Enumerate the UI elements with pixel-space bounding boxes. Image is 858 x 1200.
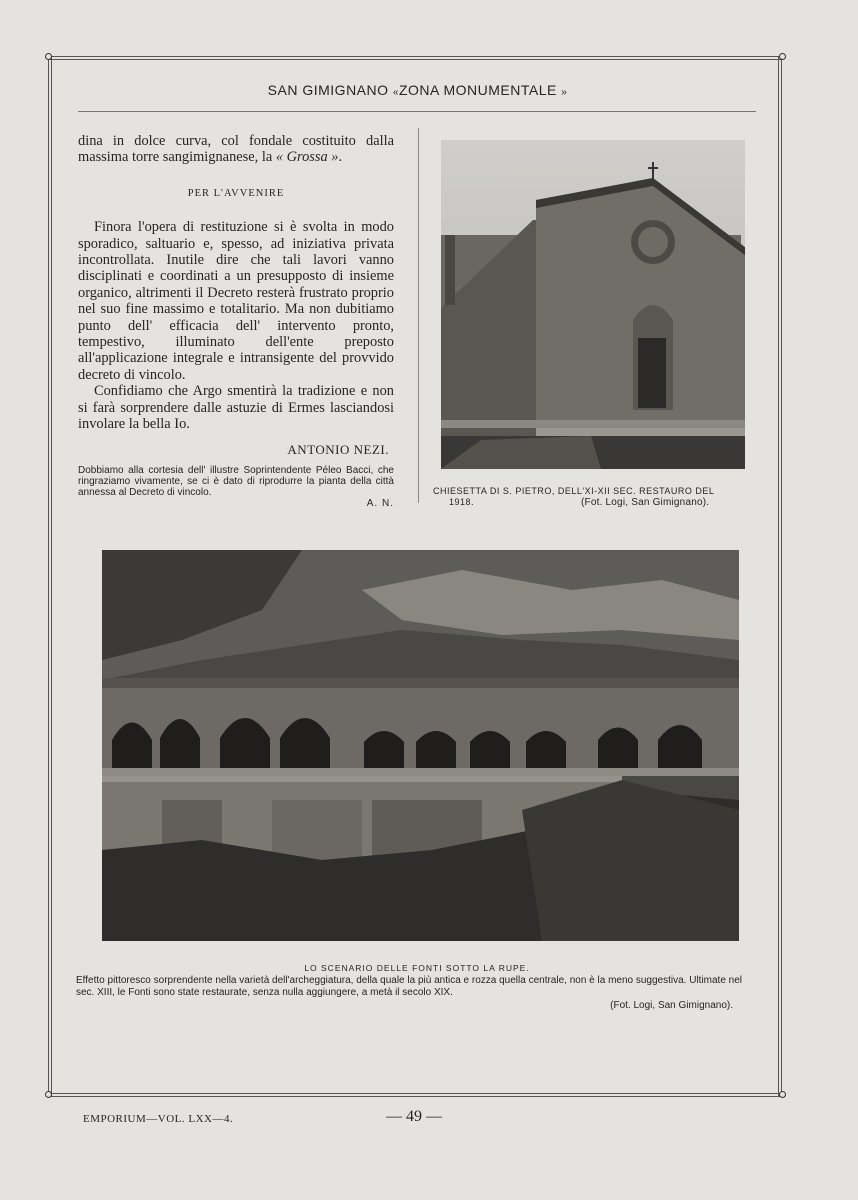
footnote [78, 465, 394, 509]
frame-corner-ornament [779, 1091, 786, 1098]
footnote-text: Dobbiamo alla cortesia dell' illustre Soprintendente Péleo Bacci, che ringraziamo vivamente, se ci è dato di riprodurre la pianta della città annessa al Decreto di vincolo. [78, 465, 394, 498]
italic-term: « Grossa » [275, 149, 339, 166]
article-column [78, 133, 394, 458]
footnote-initials: A. N. [366, 498, 394, 509]
fonti-caption [76, 962, 758, 1012]
page-number: — 49 — [386, 1108, 442, 1125]
fonti-photo [102, 550, 739, 941]
author-signature: ANTONIO NEZI. [287, 441, 389, 457]
church-illustration [441, 140, 745, 469]
caption-year: 1918. [449, 497, 475, 507]
header-rule [78, 111, 756, 112]
church-caption [433, 486, 753, 508]
photo-credit: (Fot. Logi, San Gimignano). [610, 1000, 733, 1011]
photo-credit: (Fot. Logi, San Gimignano). [581, 497, 710, 508]
header-title: SAN GIMIGNANO [267, 82, 389, 98]
journal-footer: EMPORIUM—VOL. LXX—4. [83, 1113, 234, 1125]
header-quote-close: » [561, 87, 568, 98]
fonti-illustration [102, 550, 739, 941]
church-photo [441, 140, 745, 469]
frame-left-rule [48, 57, 52, 1096]
frame-right-rule [778, 57, 782, 1096]
caption-title: LO SCENARIO DELLE FONTI SOTTO LA RUPE. [304, 963, 530, 973]
caption-text: Effetto pittoresco sorprendente nella varietà dell'archeggiatura, della quale la più antica e rozza quella centrale, non è la meno suggestiva. Ultimate nel sec. XIII, le Fonti sono state restaurate, senza nulla aggiungere, a metà il secolo XIX. [76, 975, 743, 998]
paragraph-text: . [338, 149, 343, 166]
header-quote-open: « [392, 87, 399, 98]
frame-corner-ornament [45, 53, 52, 60]
caption-line [433, 497, 753, 508]
paragraph-text: dina in dolce curva, col fondale costituito dalla massima torre sangimignanese, la [78, 133, 394, 166]
frame-top-rule [50, 56, 783, 60]
column-divider [418, 128, 419, 503]
running-header [60, 82, 775, 98]
header-title-quoted: ZONA MONUMENTALE [398, 82, 557, 98]
frame-corner-ornament [779, 53, 786, 60]
caption-line: CHIESETTA DI S. PIETRO, DELL'XI-XII SEC. RESTAURO DEL [433, 486, 715, 496]
frame-corner-ornament [45, 1091, 52, 1098]
paragraph: Confidiamo che Argo smentirà la tradizione e non si farà sorprendere dalle astuzie di Ermes lasciandosi involare la bella Io. [78, 383, 394, 433]
frame-bottom-rule [50, 1093, 783, 1097]
section-heading: PER L'AVVENIRE [187, 187, 285, 199]
paragraph: Finora l'opera di restituzione si è svolta in modo sporadico, saltuario e, spesso, ad iniziativa privata incontrollata. Inutile dire che tali lavori vanno disciplinati e coordinati a un presupposto di insieme organico, altrimenti il Decreto resterà frustrato proprio nel suo fine massimo e totalitario. Ma non dubitiamo punto dell' efficacia dell' intervento pronto, tempestivo, illuminato dell'ente preposto all'applicazione integrale e intransigente del provvido decreto di vincolo. [78, 219, 394, 383]
paragraph-continuation [78, 133, 394, 166]
